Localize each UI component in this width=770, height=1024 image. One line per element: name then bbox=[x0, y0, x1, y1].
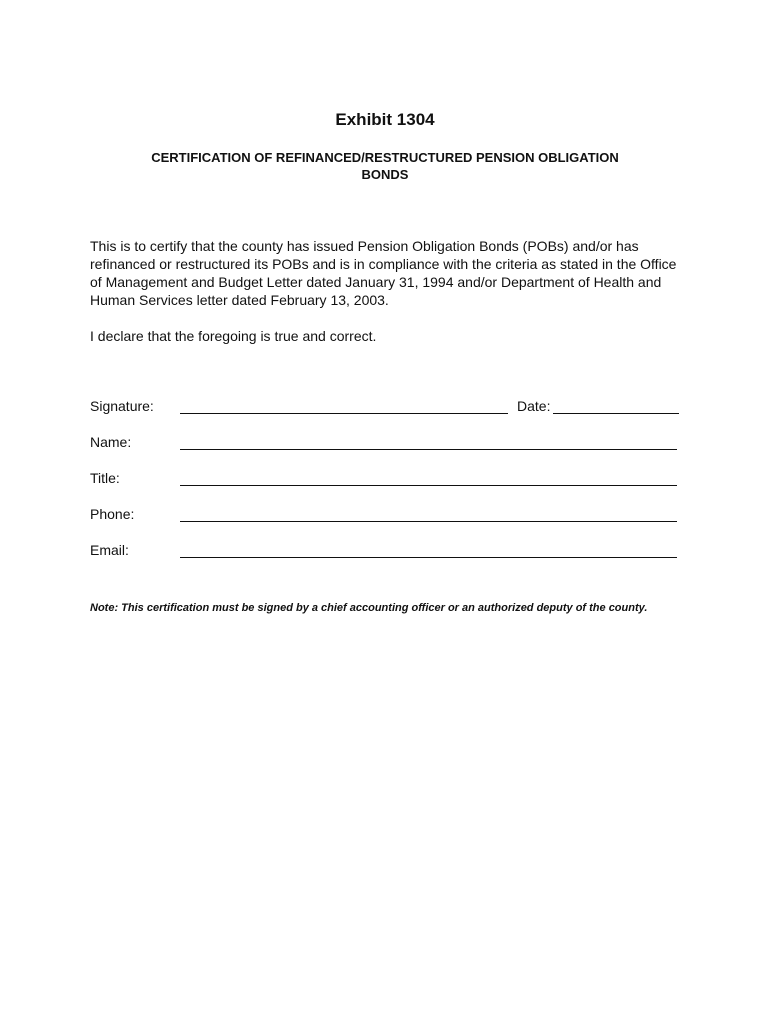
phone-label: Phone: bbox=[90, 506, 135, 522]
signature-label: Signature: bbox=[90, 398, 154, 414]
name-row bbox=[90, 434, 680, 454]
heading-line-1: CERTIFICATION OF REFINANCED/RESTRUCTURED PENSION OBLIGATION bbox=[151, 150, 619, 165]
phone-row bbox=[90, 506, 680, 526]
certification-paragraph: This is to certify that the county has issued Pension Obligation Bonds (POBs) and/or has refinanced or restructured its POBs and is in compliance with the criteria as stated in the Office of Management and Budget Letter dated January 31, 1994 and/or Department of Health and Human Services letter dated February 13, 2003. bbox=[90, 238, 677, 308]
email-row bbox=[90, 542, 680, 562]
name-label: Name: bbox=[90, 434, 132, 450]
declaration-paragraph: I declare that the foregoing is true and correct. bbox=[90, 328, 377, 344]
exhibit-title: Exhibit 1304 bbox=[335, 110, 435, 129]
date-label: Date: bbox=[517, 398, 551, 414]
name-field[interactable] bbox=[180, 449, 677, 450]
signature-field[interactable] bbox=[180, 413, 508, 414]
signing-note: Note: This certification must be signed by a chief accounting officer or an authorized deputy of the county. bbox=[90, 602, 648, 614]
document-heading bbox=[100, 149, 670, 183]
email-label: Email: bbox=[90, 542, 129, 558]
title-label: Title: bbox=[90, 470, 120, 486]
phone-field[interactable] bbox=[180, 521, 677, 522]
title-row bbox=[90, 470, 680, 490]
heading-line-2: BONDS bbox=[361, 167, 409, 182]
date-field[interactable] bbox=[553, 413, 679, 414]
signature-row bbox=[90, 398, 680, 418]
email-field[interactable] bbox=[180, 557, 677, 558]
title-field[interactable] bbox=[180, 485, 677, 486]
